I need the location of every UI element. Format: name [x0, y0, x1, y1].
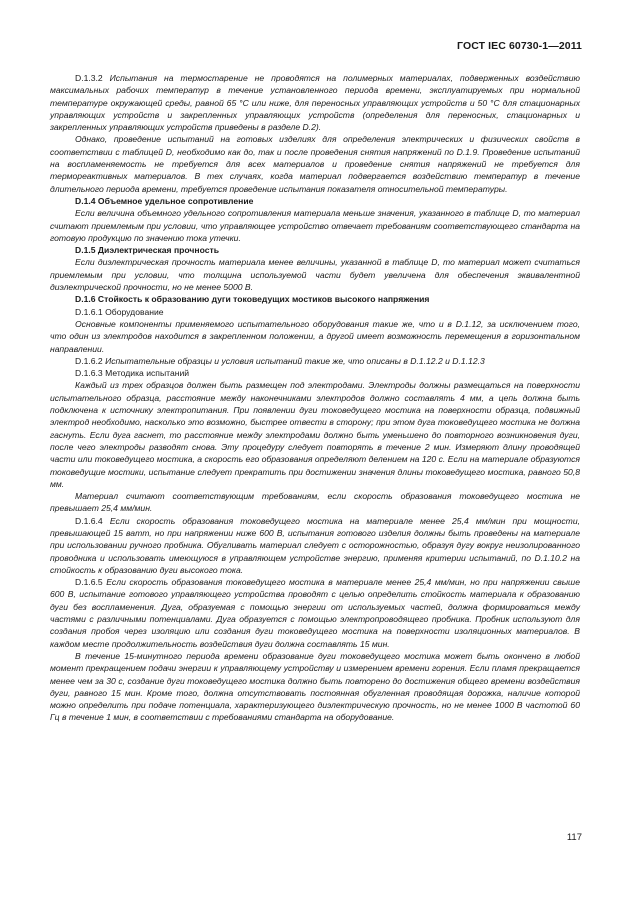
paragraph-text: Основные компоненты применяемого испытательного оборудования такие же, что и в D.1.12, за исключением того, что один из электродов находится в закрепленном положении, а другой имеет возможность перемещения в горизонтальном направлении.	[50, 318, 580, 354]
paragraph-text: Однако, проведение испытаний на готовых изделиях для определения электрических и физических свойств в соответствии с таблицей D, необходимо как до, так и после проведения снятия напряжений по D.1.9. Проведение испытаний на воспламеняемость не требуется для всех материалов и проведение снятия напряжений не требуется для термореактивных материалов. В тех случаях, когда материал подвергается воздействию температур в течение длительного периода времени, требуется проведение испытания показателя относительной температуры.	[50, 134, 580, 194]
clause-number: D.1.3.2	[75, 73, 110, 83]
document-body	[50, 72, 580, 724]
subheading-d1-6-3: D.1.6.3 Методика испытаний	[75, 368, 190, 379]
paragraph-d1-6-5-cont	[50, 650, 580, 724]
paragraph-text: Если величина объемного удельного сопротивления материала меньше значения, указанного в таблице D, то материал считают приемлемым при условии, что управляющее устройство отвечает требованиям соответствующего стандарта на готовую продукцию по значению тока утечки.	[50, 208, 580, 243]
paragraph-d1-6-3-criteria	[50, 490, 580, 515]
subheading-d1-6-1: D.1.6.1 Оборудование	[75, 306, 164, 317]
paragraph-text: Испытательные образцы и условия испытаний такие же, что описаны в D.1.12.2 и D.1.12.3	[105, 355, 485, 366]
paragraph-text: Материал считают соответствующим требованиям, если скорость образования токоведущего мостика не превышает 25,4 мм/мин.	[50, 491, 580, 514]
paragraph-d1-6-2	[50, 355, 580, 367]
paragraph-d1-3-2	[50, 72, 580, 133]
clause-number: D.1.6.5	[75, 577, 107, 588]
document-code-header: ГОСТ IEC 60730-1—2011	[457, 40, 582, 52]
paragraph-text: В течение 15-минутного периода времени образование дуги токоведущего мостика может быть окончено в любой момент прекращением подачи энергии к управляющему устройству и измерением времени горения. Если пламя прекращается менее чем за 30 с, создание дуги токоведущего мостика должно быть повторено до достижения общего времени воздействия дуги, равного 15 мин. Кроме того, должна отсутствовать постоянная обугленная проводящая дорожка, наличие которой можно определить при подаче потенциала, характеризующего диэлектрическую прочность, но не менее 1000 В частотой 60 Гц в течение 1 мин, в соответствии с требованиями стандарта на оборудование.	[50, 650, 580, 723]
paragraph-d1-3-2-cont	[50, 133, 580, 194]
section-heading-d1-4: D.1.4 Объемное удельное сопротивление	[75, 195, 254, 206]
clause-number: D.1.6.4	[75, 515, 110, 526]
paragraph-d1-4	[50, 207, 580, 244]
clause-number: D.1.6.2	[75, 355, 106, 366]
paragraph-text: Если диэлектрическая прочность материала менее величины, указанной в таблице D, то материал может считаться приемлемым при условии, что толщина используемой части будет увеличена для обеспечения эквивалентной диэлектрической прочности, но не менее 5000 В.	[50, 257, 580, 293]
paragraph-text: Каждый из трех образцов должен быть размещен под электродами. Электроды должны размещаться на поверхности испытательного образца, расстояние между наконечниками электродов должно составлять 4 мм, а цепь должна быть подключена к источнику электропитания. При появлении дуги токоведущего мостика на поверхности образца, подвижный электрод необходимо, насколько это возможно, быстрее отвести в сторону; при этом дуга токоведущего мостика не должна гаснуть. Если дуга гаснет, то расстояние между электродами должно быть уменьшено до повторного возникновения дуги, после чего электроды разводят снова. Эту процедуру следует повторять в течение 2 мин. Измеряют длину проводящей части или токоведущего мостика, а скорость его образования определяют делением на 120 с. Если на материале образуются токоведущие мостики, испытание следует прекратить при достижении значения длины токоведущего мостика, равного 50,8 мм.	[50, 380, 580, 489]
paragraph-text: Испытания на термостарение не проводятся на полимерных материалах, подверженных воздействию максимальных рабочих температур в течение установленного периода времени, эксплуатируемых при нормальной температуре окружающей среды, равной 65 °С или ниже, для переносных управляющих устройств и 50 °С для стационарных управляющих устройств и закрепленных управляющих устройств (определения для переносных, стационарных и закрепленных управляющих устройств приведены в разделе D.2).	[50, 73, 580, 133]
paragraph-d1-6-3	[50, 379, 580, 490]
section-heading-d1-6: D.1.6 Стойкость к образованию дуги токоведущих мостиков высокого напряжения	[75, 294, 430, 305]
paragraph-d1-6-1	[50, 318, 580, 355]
paragraph-d1-6-4	[50, 515, 580, 576]
page-number: 117	[566, 832, 582, 843]
section-heading-d1-5: D.1.5 Диэлектрическая прочность	[75, 245, 220, 256]
paragraph-text: Если скорость образования токоведущего мостика на материале менее 25,4 мм/мин при мощности, превышающей 15 ватт, но при напряжении ниже 600 В, испытания готового изделия должны быть проведены на материале при использовании ручного пробника. Обугливать материал следует с осторожностью, образуя дугу вокруг неизолированного проводника и использовать имеющуюся в управляющем устройстве энергию, применяя критерии испытаний, по D.1.10.2 на стойкость к образованию дуги высокого тока.	[50, 515, 580, 575]
paragraph-d1-5	[50, 256, 580, 293]
paragraph-text: Если скорость образования токоведущего мостика в материале менее 25,4 мм/мин, но при напряжении свыше 600 В, испытание готового управляющего устройства проводят с целью определить стойкость материала к образованию дуги без воспламенения. Дуга, образуемая с помощью энергии от используемых частей, должна формироваться между частями с различными потенциалами. Дуга образуется с помощью электропроводящего пробника. Пробник используют для создания пробоя через изоляцию или создания дуги токоведущего мостика на поверхности изоляционных материалов. В каждом месте продолжительность воздействия дуги должна составлять 15 мин.	[50, 577, 580, 649]
paragraph-d1-6-5	[50, 576, 580, 650]
